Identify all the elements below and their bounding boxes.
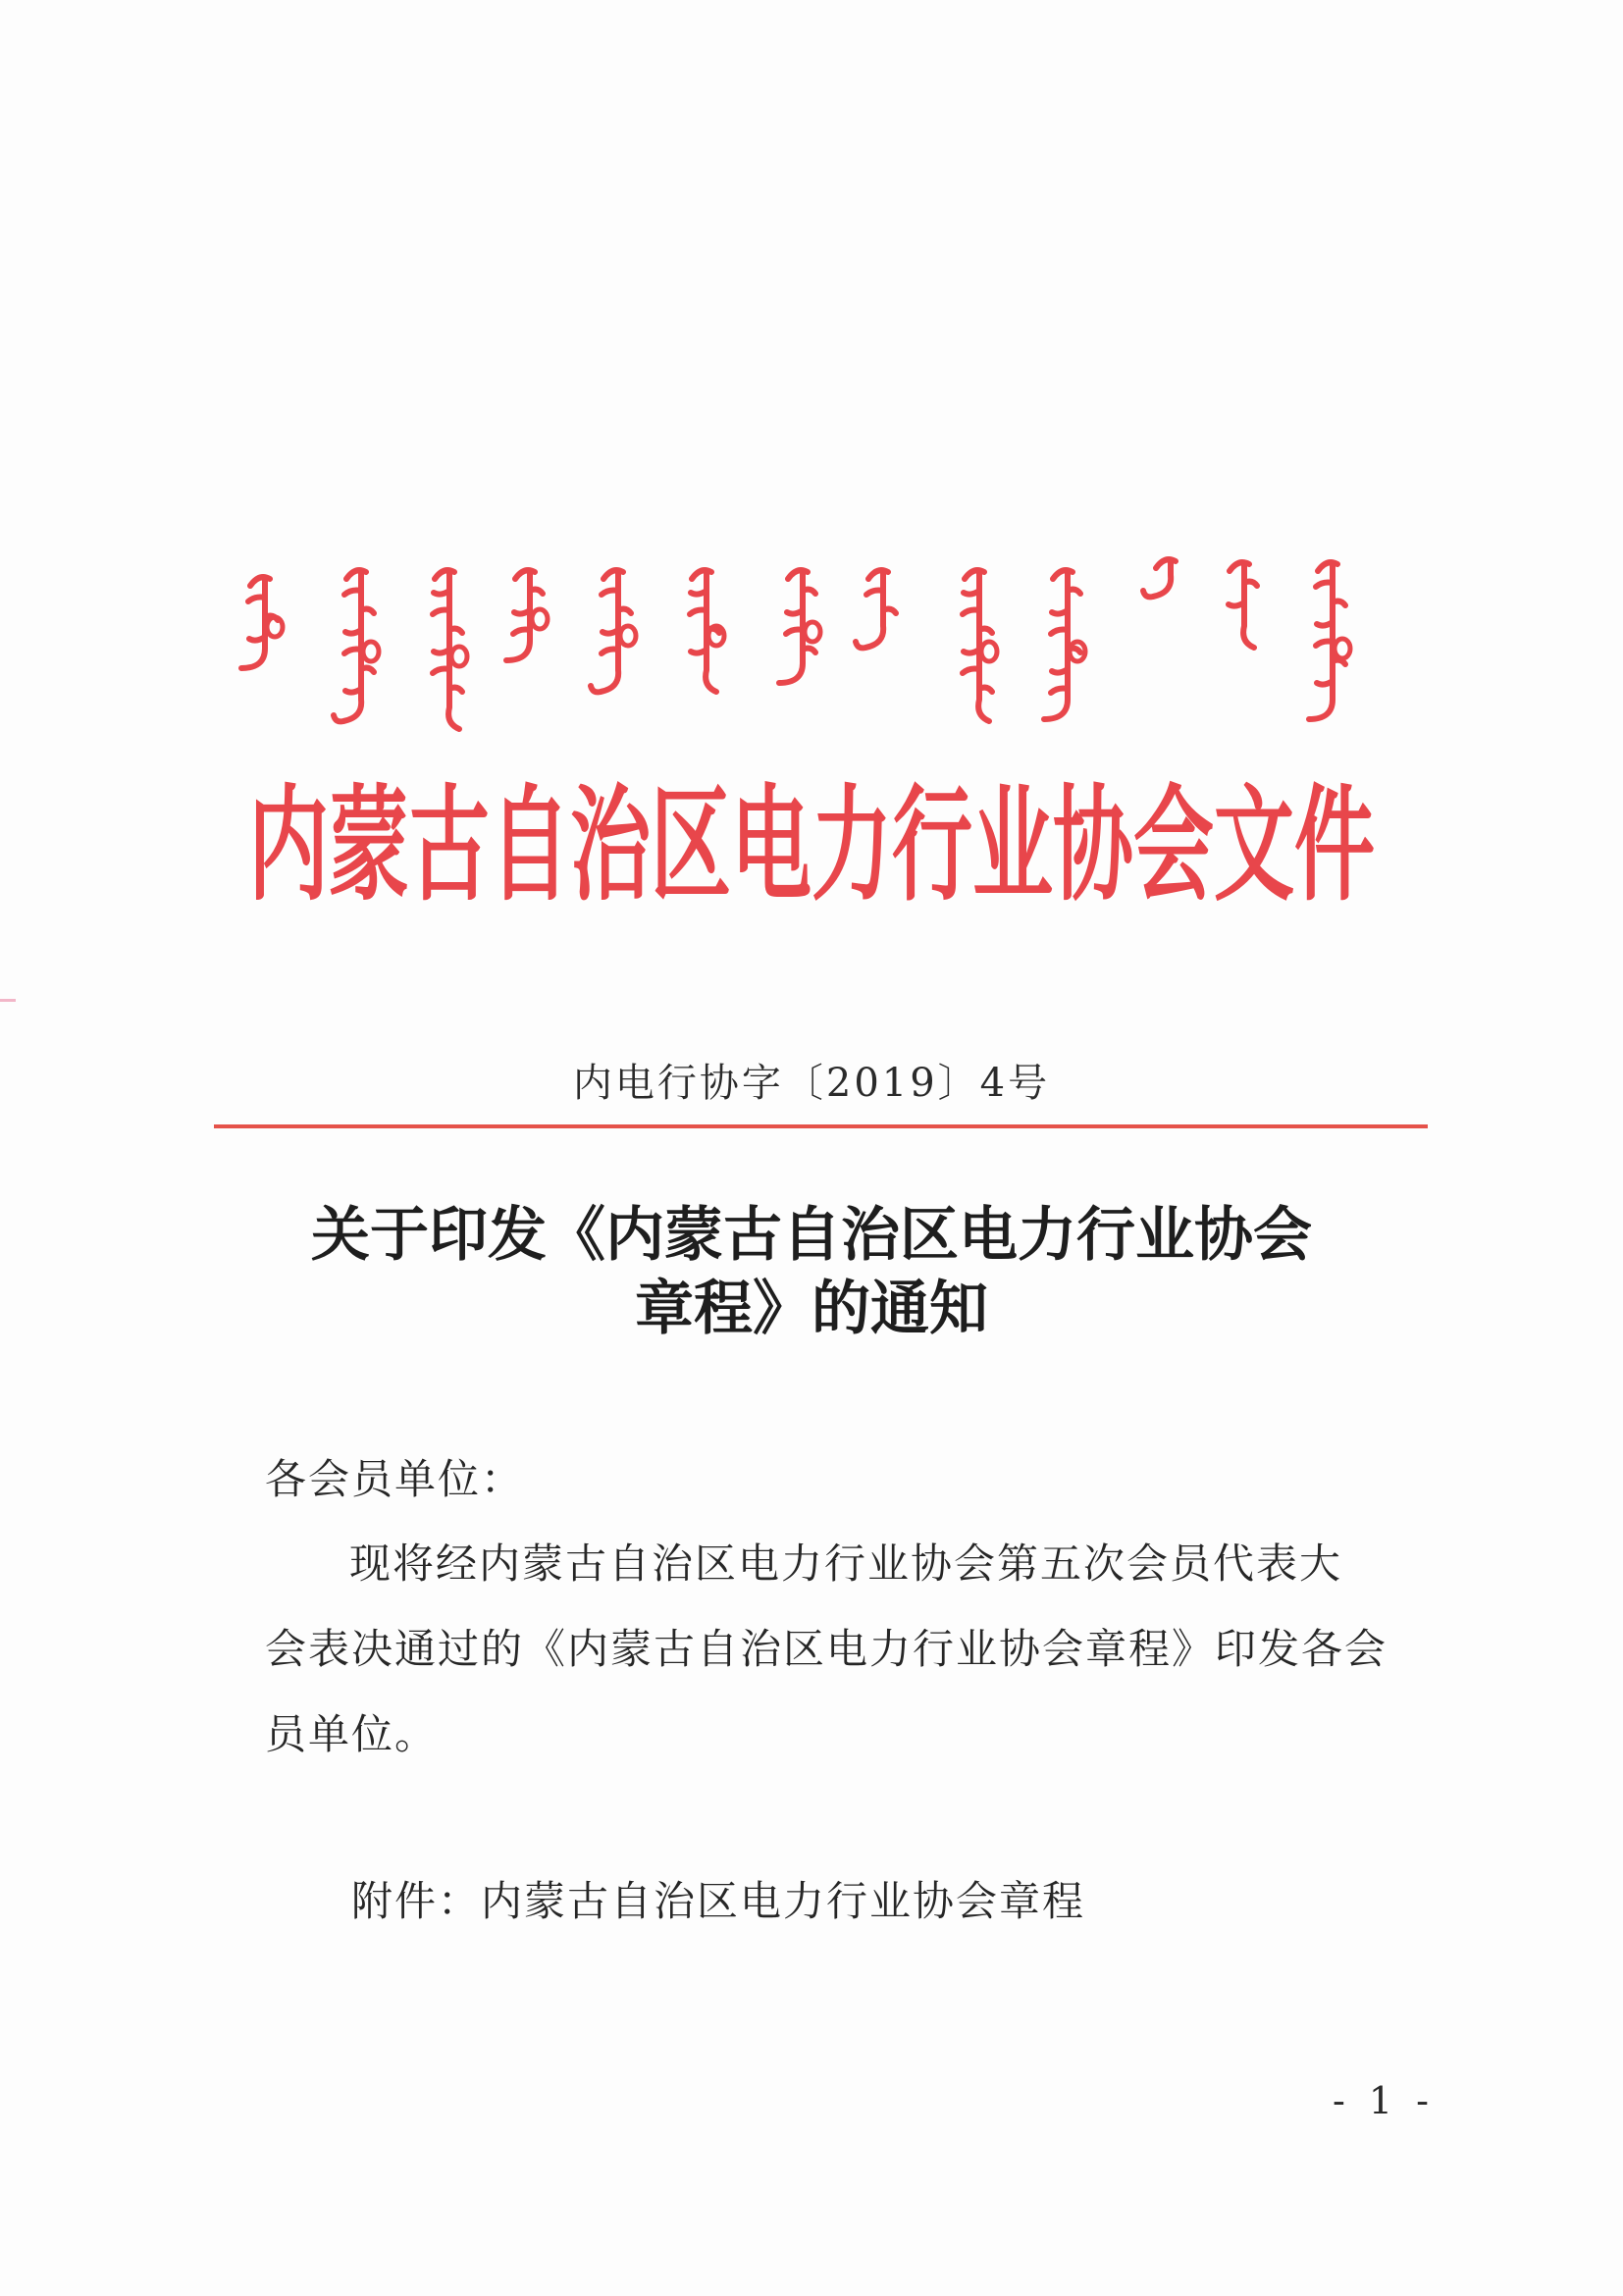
notice-title-line-1: 关于印发《内蒙古自治区电力行业协会: [311, 1201, 1312, 1270]
body-text-line: 现将经内蒙古自治区电力行业协会第五次会员代表大: [349, 1539, 1343, 1588]
mongolian-word-stroke: [690, 570, 719, 692]
mongolian-word-glyph: [690, 570, 724, 692]
attachment-line: 附件：内蒙古自治区电力行业协会章程: [351, 1877, 1086, 1925]
mongolian-bowl-stroke: [451, 647, 467, 666]
mongolian-word-stroke: [506, 570, 543, 660]
org-document-title: 内蒙古自治区电力行业协会文件: [247, 774, 1375, 919]
mongolian-word-stroke: [1229, 562, 1257, 648]
mongolian-word-stroke: [241, 577, 278, 668]
mongolian-word-stroke: [334, 570, 374, 721]
mongolian-word-stroke: [963, 570, 992, 721]
mongolian-word-glyph: [1309, 562, 1350, 719]
mongolian-word-glyph: [1143, 559, 1176, 597]
mongolian-bowl-stroke: [363, 642, 379, 661]
mongolian-word-glyph: [1229, 562, 1257, 648]
mongolian-word-glyph: [1044, 570, 1085, 719]
mongolian-word-stroke: [433, 570, 462, 729]
body-text-line: 会表决通过的《内蒙古自治区电力行业协会章程》印发各会: [265, 1625, 1388, 1673]
mongolian-word-stroke: [856, 570, 896, 648]
mongolian-word-glyph: [963, 570, 997, 721]
mongolian-word-glyph: [856, 570, 896, 648]
mongolian-bowl-stroke: [532, 609, 548, 629]
red-divider-line: [214, 1124, 1428, 1128]
mongolian-bowl-stroke: [1335, 639, 1350, 658]
mongolian-word-glyph: [334, 570, 379, 721]
mongolian-word-glyph: [433, 570, 467, 729]
mongolian-word-glyph: [241, 577, 283, 668]
salutation: 各会员单位：: [265, 1455, 525, 1503]
mongolian-script-heading-graphic: [226, 545, 1403, 741]
mongolian-bowl-stroke: [981, 642, 997, 661]
scan-edge-mark: [0, 999, 16, 1002]
page-number: - 1 -: [1332, 2079, 1435, 2122]
notice-title-line-2: 章程》的通知: [635, 1275, 988, 1343]
mongolian-word-stroke: [779, 570, 815, 683]
mongolian-word-glyph: [779, 570, 820, 683]
mongolian-bowl-stroke: [805, 622, 820, 642]
mongolian-word-glyph: [591, 570, 636, 692]
document-number: 内电行协字〔2019〕4号: [572, 1061, 1051, 1106]
mongolian-word-stroke: [1143, 559, 1176, 597]
mongolian-bowl-stroke: [620, 626, 636, 646]
mongolian-word-stroke: [591, 570, 631, 692]
body-text-line: 员单位。: [265, 1710, 439, 1758]
mongolian-word-glyph: [506, 570, 548, 660]
